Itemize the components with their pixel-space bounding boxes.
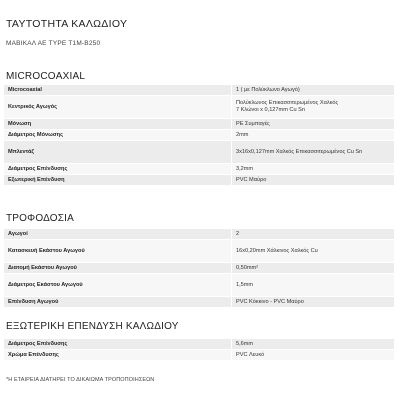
row-label: Διάμετρος Μόνωσης xyxy=(4,130,232,141)
spec-table-microcoaxial xyxy=(4,85,394,186)
table-row xyxy=(4,339,394,350)
footer-note: *Η ΕΤΑΙΡΕΙΑ ΔΙΑΤΗΡΕΙ ΤΟ ΔΙΚΑΙΩΜΑ ΤΡΟΠΟΠΟΙΗΣΕΩΝ xyxy=(6,377,155,383)
table-row xyxy=(4,350,394,361)
row-value: 3x16x0,127mm Χαλκός Επικασσιτερωμένος Cu Sn xyxy=(232,141,395,164)
row-value: 5,6mm xyxy=(232,339,395,350)
row-value: 3,2mm xyxy=(232,164,395,175)
row-label: Μπλεντάζ xyxy=(4,141,232,164)
row-value: PVC Μαύρο xyxy=(232,175,395,186)
row-label: Επένδυση Αγωγού xyxy=(4,297,232,308)
section-title-power: ΤΡΟΦΟΔΟΣΙΑ xyxy=(6,213,74,224)
table-row xyxy=(4,274,394,297)
row-value: PVC Κόκκινο - PVC Μαύρο xyxy=(232,297,395,308)
table-row xyxy=(4,141,394,164)
row-value: PE Συμπαγές xyxy=(232,119,395,130)
row-label: Διάμετρος Εκάστου Αγωγού xyxy=(4,274,232,297)
row-value: 1 ( με Πολύκλωνο Αγωγό) xyxy=(232,85,395,96)
page-subtitle: ΜΑΒΙΚΑΛ ΑΕ TYPE T1M-B250 xyxy=(6,40,101,47)
row-label: Διατομή Εκάστου Αγωγού xyxy=(4,263,232,274)
page-title: ΤΑΥΤΟΤΗΤΑ ΚΑΛΩΔΙΟΥ xyxy=(6,18,128,30)
row-label: Κατασκευή Εκάστου Αγωγού xyxy=(4,240,232,263)
table-row xyxy=(4,229,394,240)
table-row xyxy=(4,119,394,130)
table-row xyxy=(4,164,394,175)
row-label: Εξωτερική Επένδυση xyxy=(4,175,232,186)
table-row xyxy=(4,297,394,308)
section-title-outer-sheath: ΕΞΩΤΕΡΙΚΗ ΕΠΕΝΔΥΣΗ ΚΑΛΩΔΙΟΥ xyxy=(6,321,179,332)
section-title-microcoaxial: MICROCOAXIAL xyxy=(6,71,86,82)
row-label: Microcoaxial xyxy=(4,85,232,96)
table-row xyxy=(4,263,394,274)
spec-table-power xyxy=(4,229,394,308)
row-value: 2mm xyxy=(232,130,395,141)
row-value: 16x0,20mm Χάλκινος Χαλκός Cu xyxy=(232,240,395,263)
row-value: PVC Λευκό xyxy=(232,350,395,361)
row-value: 2 xyxy=(232,229,395,240)
row-label: Διάμετρος Επένδυσης xyxy=(4,339,232,350)
row-label: Αγωγοί xyxy=(4,229,232,240)
table-row xyxy=(4,96,394,119)
row-label: Χρώμα Επένδυσης xyxy=(4,350,232,361)
row-label: Μόνωση xyxy=(4,119,232,130)
row-label: Κεντρικός Αγωγός xyxy=(4,96,232,119)
table-row xyxy=(4,240,394,263)
row-value: 1,5mm xyxy=(232,274,395,297)
table-row xyxy=(4,85,394,96)
table-row xyxy=(4,175,394,186)
row-value: 0,50mm² xyxy=(232,263,395,274)
row-value-line: Πολύκλωνος Επικασσιτερωμένος Χαλκός xyxy=(236,100,339,106)
row-label: Διάμετρος Επένδυσης xyxy=(4,164,232,175)
row-value xyxy=(232,96,395,119)
table-row xyxy=(4,130,394,141)
row-value-line: 7 Κλώνοι x 0,127mm Cu Sn xyxy=(236,107,305,113)
spec-table-outer-sheath xyxy=(4,339,394,361)
